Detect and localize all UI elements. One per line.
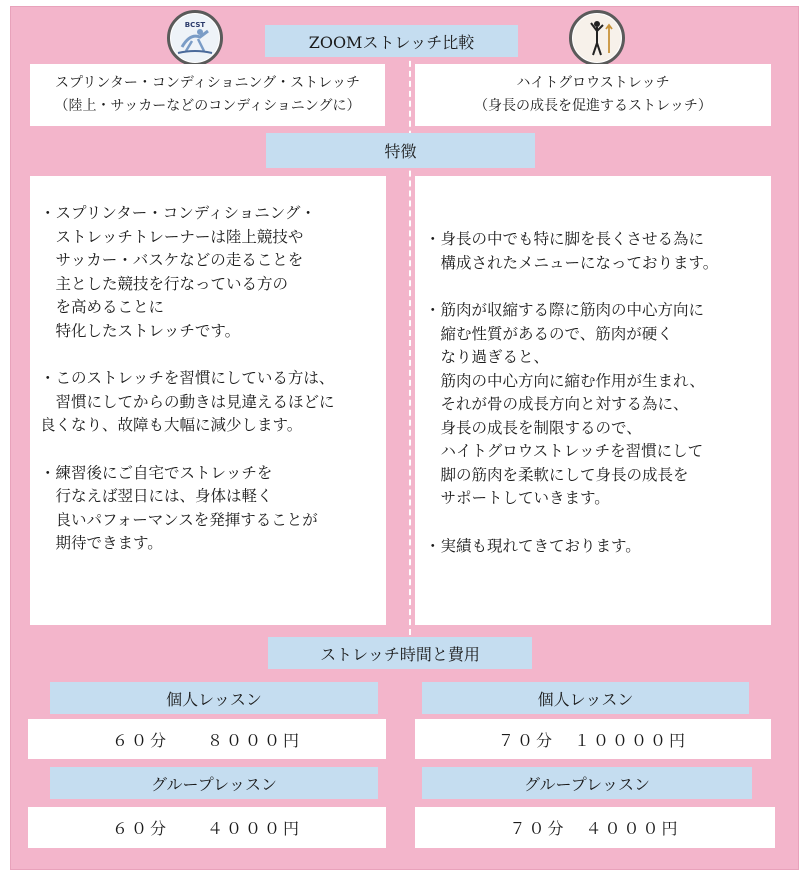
- feature-left-1: ・スプリンター・コンディショニング・ ストレッチトレーナーは陸上競技や サッカー・バスケなどの走ることを 主とした競技を行なっている方の を高めることに 特化したストレッチです。: [40, 204, 316, 340]
- individual-lesson-left-price: [28, 719, 386, 759]
- individual-lesson-left-price-text: ６０分 ８０００円: [111, 730, 302, 750]
- method-left-name: スプリンター・コンディショニング・ストレッチ: [54, 75, 361, 91]
- page-title-text: ZOOMストレッチ比較: [308, 32, 475, 52]
- feature-left-2: ・このストレッチを習慣にしている方は、 習慣にしてからの動きは見違えるほどに 良くなり、故障も大幅に減少します。: [40, 369, 335, 434]
- page-title: [265, 25, 518, 57]
- group-lesson-right-text: グループレッスン: [524, 774, 650, 794]
- comparison-sheet: [10, 6, 799, 870]
- features-heading-text: 特徴: [384, 142, 417, 161]
- method-left-subtitle: （陸上・サッカーなどのコンディショニングに）: [54, 98, 361, 114]
- dancer-icon: [572, 13, 622, 63]
- logo-text: BCST: [184, 21, 206, 29]
- group-lesson-left-price: [28, 807, 386, 848]
- group-lesson-left-label: [50, 767, 378, 799]
- feature-left-3: ・練習後にご自宅でストレッチを 行なえば翌日には、身体は軽く 良いパフォーマンスを発揮することが 期待できます。: [40, 463, 318, 552]
- group-lesson-right-label: [422, 767, 752, 799]
- feature-right-2: ・筋肉が収縮する際に筋肉の中心方向に 縮む性質があるので、筋肉が硬く なり過ぎると、 筋肉の中心方向に縮む作用が生まれ、 それが骨の成長方向と対する為に、 身長の成長を制限するので、 ハイトグロウストレッチを習慣にして 脚の筋肉を柔軟にして身長の成長を サポートしていきます。: [425, 301, 705, 507]
- method-right-subtitle: （身長の成長を促進するストレッチ）: [474, 98, 712, 114]
- feature-right-3: ・実績も現れてきております。: [425, 536, 641, 555]
- pricing-heading: [268, 637, 532, 669]
- group-lesson-left-text: グループレッスン: [151, 774, 277, 794]
- pricing-heading-text: ストレッチ時間と費用: [320, 644, 480, 664]
- group-lesson-left-price-text: ６０分 ４０００円: [111, 819, 302, 838]
- group-lesson-right-price: [415, 807, 775, 848]
- height-grow-logo-icon: [569, 10, 625, 66]
- runner-icon: [170, 13, 220, 63]
- features-left-box: [30, 176, 386, 625]
- center-divider: [409, 41, 411, 645]
- features-heading: [266, 133, 535, 168]
- individual-lesson-right-price: [415, 719, 771, 759]
- group-lesson-right-price-text: ７０分 ４０００円: [509, 819, 681, 838]
- sprinter-logo-icon: [167, 10, 223, 66]
- features-right-box: [415, 176, 771, 625]
- method-right-box: [415, 64, 771, 126]
- method-right-name: ハイトグロウストレッチ: [516, 75, 670, 91]
- individual-lesson-right-label: [422, 682, 749, 714]
- individual-lesson-right-text: 個人レッスン: [537, 689, 634, 709]
- individual-lesson-right-price-text: ７０分 １００００円: [497, 730, 688, 750]
- individual-lesson-left-text: 個人レッスン: [166, 689, 262, 709]
- method-left-box: [30, 64, 385, 126]
- individual-lesson-left-label: [50, 682, 378, 714]
- feature-right-1: ・身長の中でも特に脚を長くさせる為に 構成されたメニューになっております。: [425, 230, 719, 272]
